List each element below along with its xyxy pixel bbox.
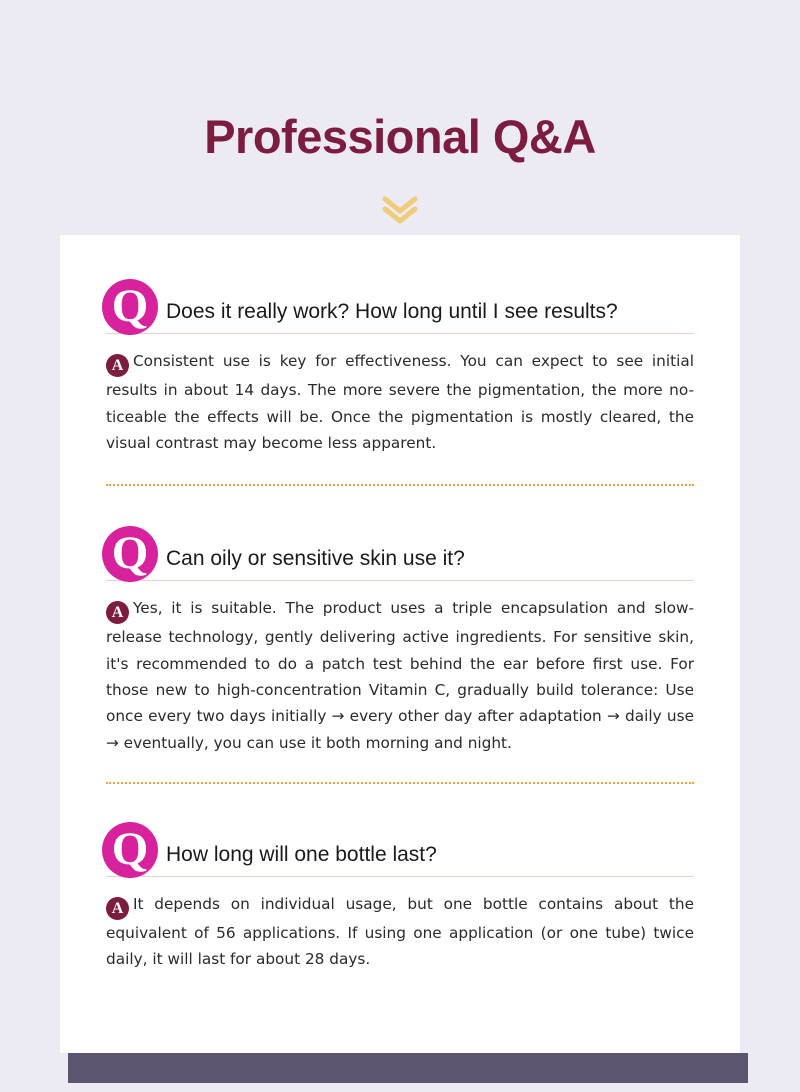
question-badge: Q [102, 279, 158, 335]
answer-block [106, 348, 694, 456]
answer-badge: A [106, 601, 129, 624]
answer-badge: A [106, 354, 129, 377]
question-text: Does it really work? How long until I see results? [166, 300, 618, 324]
question-row [106, 279, 694, 334]
question-badge: Q [102, 822, 158, 878]
answer-text: Consistent use is key for effectiveness. You can expect to see initial results in about 14 days. The more severe the pigmentation, the more no-ticeable the effects will be. Once the pigmentation is mostly cleared, the visual contrast may become less apparent. [106, 352, 694, 453]
question-row [106, 822, 694, 877]
answer-text: It depends on individual usage, but one bottle contains about the equivalent of 56 applications. If using one application (or one tube) twice daily, it will last for about 28 days. [106, 894, 694, 969]
question-badge: Q [102, 526, 158, 582]
faq-page [0, 31, 800, 1092]
answer-text: Yes, it is suitable. The product uses a triple encapsulation and slow-release technology, gently delivering active ingredients. For sensitive skin, it's recommended to do a patch test behind the ear before first use. For those new to high-concentration Vitamin C, gradually build tolerance: Use once every two days initially → every other day after adaptation → daily use → eventually, you can use it both morning and night. [106, 599, 694, 752]
answer-block [106, 891, 694, 973]
page-title: Professional Q&A [204, 110, 596, 164]
faq-item [60, 486, 740, 783]
question-text: Can oily or sensitive skin use it? [166, 547, 465, 571]
question-row [106, 526, 694, 581]
faq-item [60, 784, 740, 973]
double-chevron-down-icon [0, 195, 800, 225]
faq-card [60, 235, 740, 1053]
answer-badge: A [106, 897, 129, 920]
card-shadow [68, 1053, 748, 1083]
answer-block [106, 595, 694, 755]
faq-item [60, 235, 740, 486]
question-text: How long will one bottle last? [166, 842, 437, 866]
